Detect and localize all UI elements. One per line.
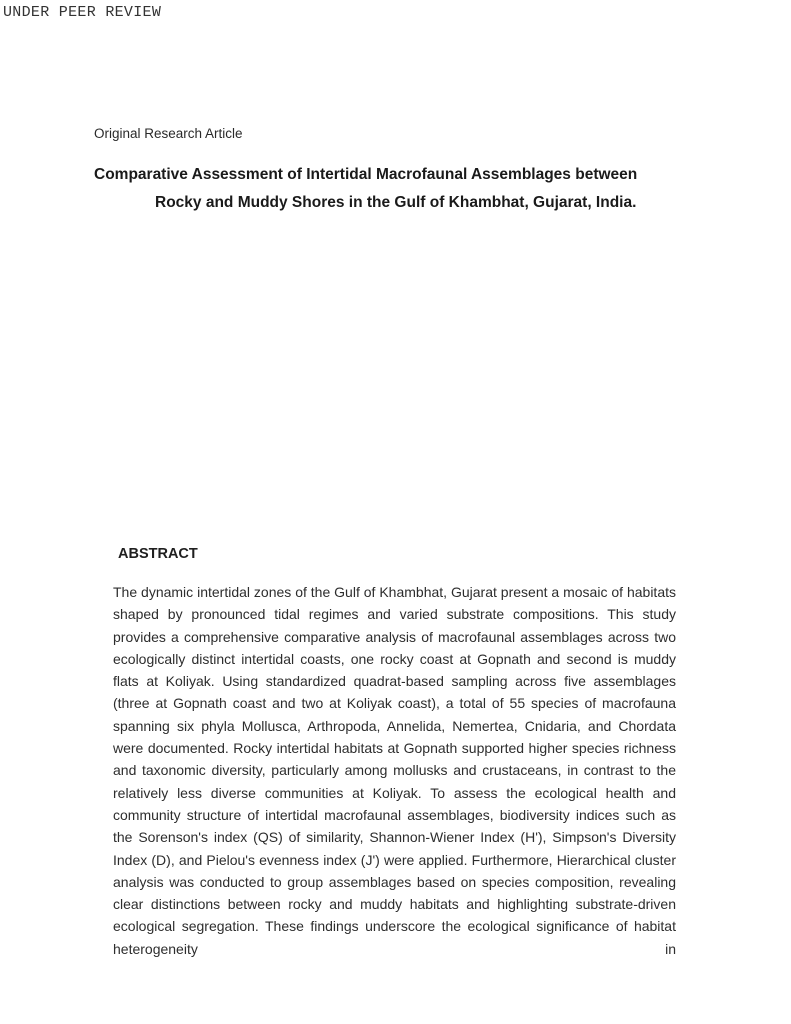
peer-review-watermark: UNDER PEER REVIEW <box>3 4 162 21</box>
article-title <box>94 161 694 217</box>
article-type-label: Original Research Article <box>94 126 243 141</box>
abstract-paragraph: The dynamic intertidal zones of the Gulf of Khambhat, Gujarat present a mosaic of habitats shaped by pronounced tidal regimes and varied substrate compositions. This study provides a comprehensive comparative analysis of macrofaunal assemblages across two ecologically distinct intertidal coasts, one rocky coast at Gopnath and second is muddy flats at Koliyak. Using standardized quadrat-based sampling across five assemblages (three at Gopnath coast and two at Koliyak coast), a total of 55 species of macrofauna spanning six phyla Mollusca, Arthropoda, Annelida, Nemertea, Cnidaria, and Chordata were documented. Rocky intertidal habitats at Gopnath supported higher species richness and taxonomic diversity, particularly among mollusks and crustaceans, in contrast to the relatively less diverse communities at Koliyak. To assess the ecological health and community structure of intertidal macrofaunal assemblages, biodiversity indices such as the Sorenson's index (QS) of similarity, Shannon-Wiener Index (H'), Simpson's Diversity Index (D), and Pielou's evenness index (J') were applied. Furthermore, Hierarchical cluster analysis was conducted to group assemblages based on species composition, revealing clear distinctions between rocky and muddy habitats and highlighting substrate-driven ecological segregation. These findings underscore the ecological significance of habitat heterogeneity in <box>113 584 676 957</box>
abstract-heading: ABSTRACT <box>118 546 198 562</box>
article-title-line2: Rocky and Muddy Shores in the Gulf of Khambhat, Gujarat, India. <box>155 194 637 211</box>
article-title-line1: Comparative Assessment of Intertidal Macrofaunal Assemblages between <box>94 166 638 183</box>
